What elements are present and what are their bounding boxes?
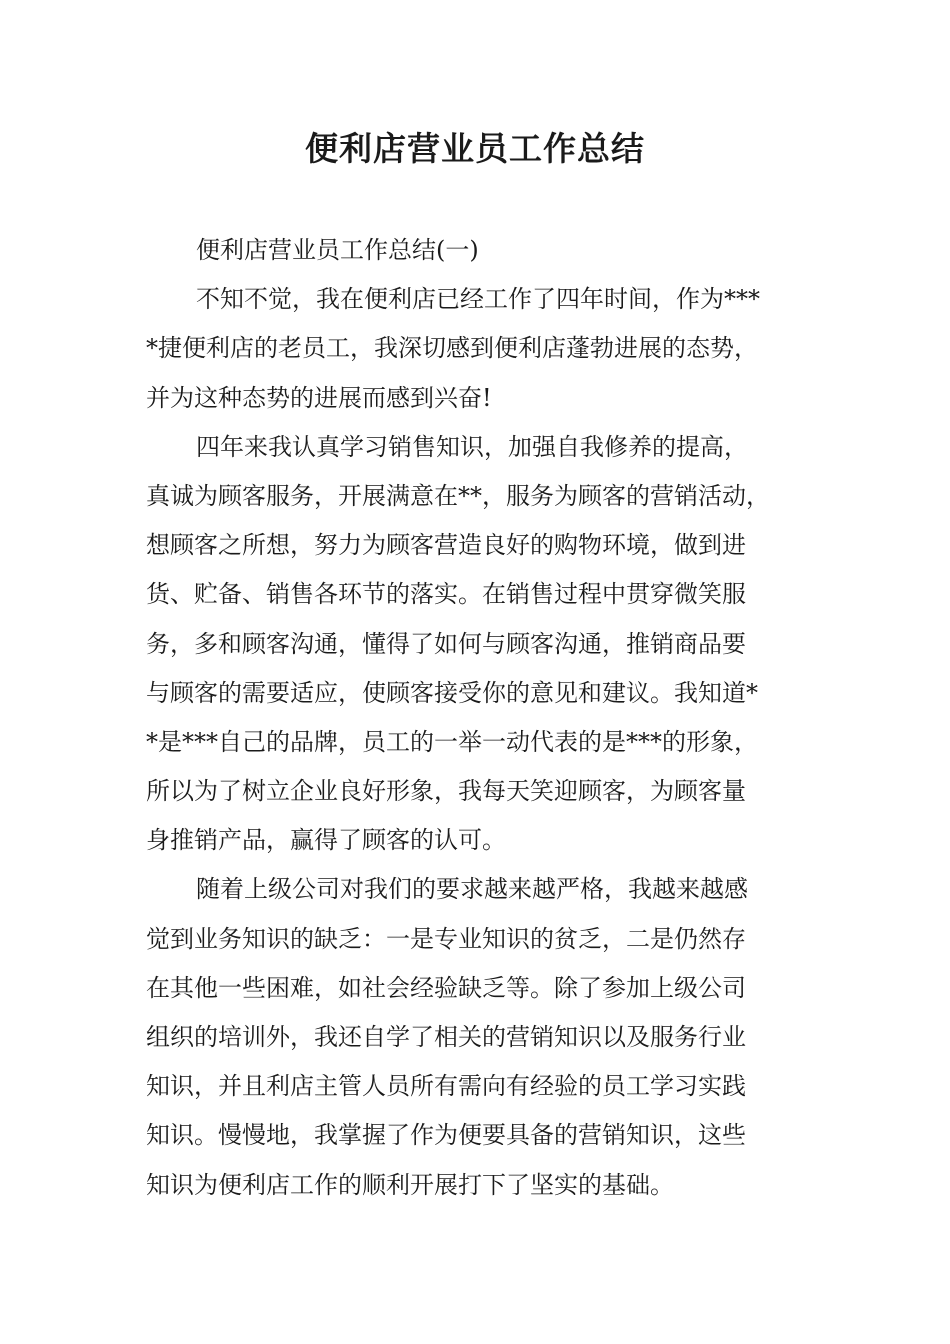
paragraph-3-line-2: 觉到业务知识的缺乏：一是专业知识的贫乏，二是仍然存: [146, 924, 746, 953]
paragraph-3-line-7: 知识为便利店工作的顺利开展打下了坚实的基础。: [146, 1170, 674, 1199]
section-heading: 便利店营业员工作总结(一): [196, 236, 479, 264]
paragraph-3-line-6: 知识。慢慢地，我掌握了作为便要具备的营销知识，这些: [146, 1121, 746, 1150]
paragraph-2-line-8: 所以为了树立企业良好形象，我每天笑迎顾客，为顾客量: [146, 777, 746, 806]
paragraph-2-line-4: 货、贮备、销售各环节的落实。在销售过程中贯穿微笑服: [146, 580, 746, 609]
document-body: [146, 226, 818, 1210]
paragraph-2-line-9: 身推销产品，赢得了顾客的认可。: [146, 826, 506, 855]
paragraph-1-line-1: 不知不觉，我在便利店已经工作了四年时间，作为***: [196, 285, 760, 314]
document-title: 便利店营业员工作总结: [305, 129, 645, 168]
paragraph-2-line-5: 务，多和顾客沟通，懂得了如何与顾客沟通，推销商品要: [146, 629, 746, 658]
paragraph-2-line-3: 想顾客之所想，努力为顾客营造良好的购物环境，做到进: [146, 531, 746, 560]
paragraph-3-line-4: 组织的培训外，我还自学了相关的营销知识以及服务行业: [146, 1023, 746, 1051]
paragraph-1-line-2: *捷便利店的老员工，我深切感到便利店蓬勃进展的态势，: [146, 334, 758, 363]
paragraph-2-line-7: *是***自己的品牌，员工的一举一动代表的是***的形象，: [146, 727, 758, 756]
paragraph-3-line-5: 知识，并且利店主管人员所有需向有经验的员工学习实践: [146, 1072, 746, 1101]
paragraph-3-line-3: 在其他一些困难，如社会经验缺乏等。除了参加上级公司: [146, 973, 746, 1002]
paragraph-1-line-3: 并为这种态势的进展而感到兴奋!: [146, 383, 492, 412]
paragraph-2-line-6: 与顾客的需要适应，使顾客接受你的意见和建议。我知道*: [146, 678, 758, 707]
paragraph-3-line-1: 随着上级公司对我们的要求越来越严格，我越来越感: [196, 875, 748, 904]
paragraph-2-line-2: 真诚为顾客服务，开展满意在**，服务为顾客的营销活动，: [146, 481, 770, 510]
paragraph-2-line-1: 四年来我认真学习销售知识，加强自我修养的提高，: [196, 432, 748, 461]
